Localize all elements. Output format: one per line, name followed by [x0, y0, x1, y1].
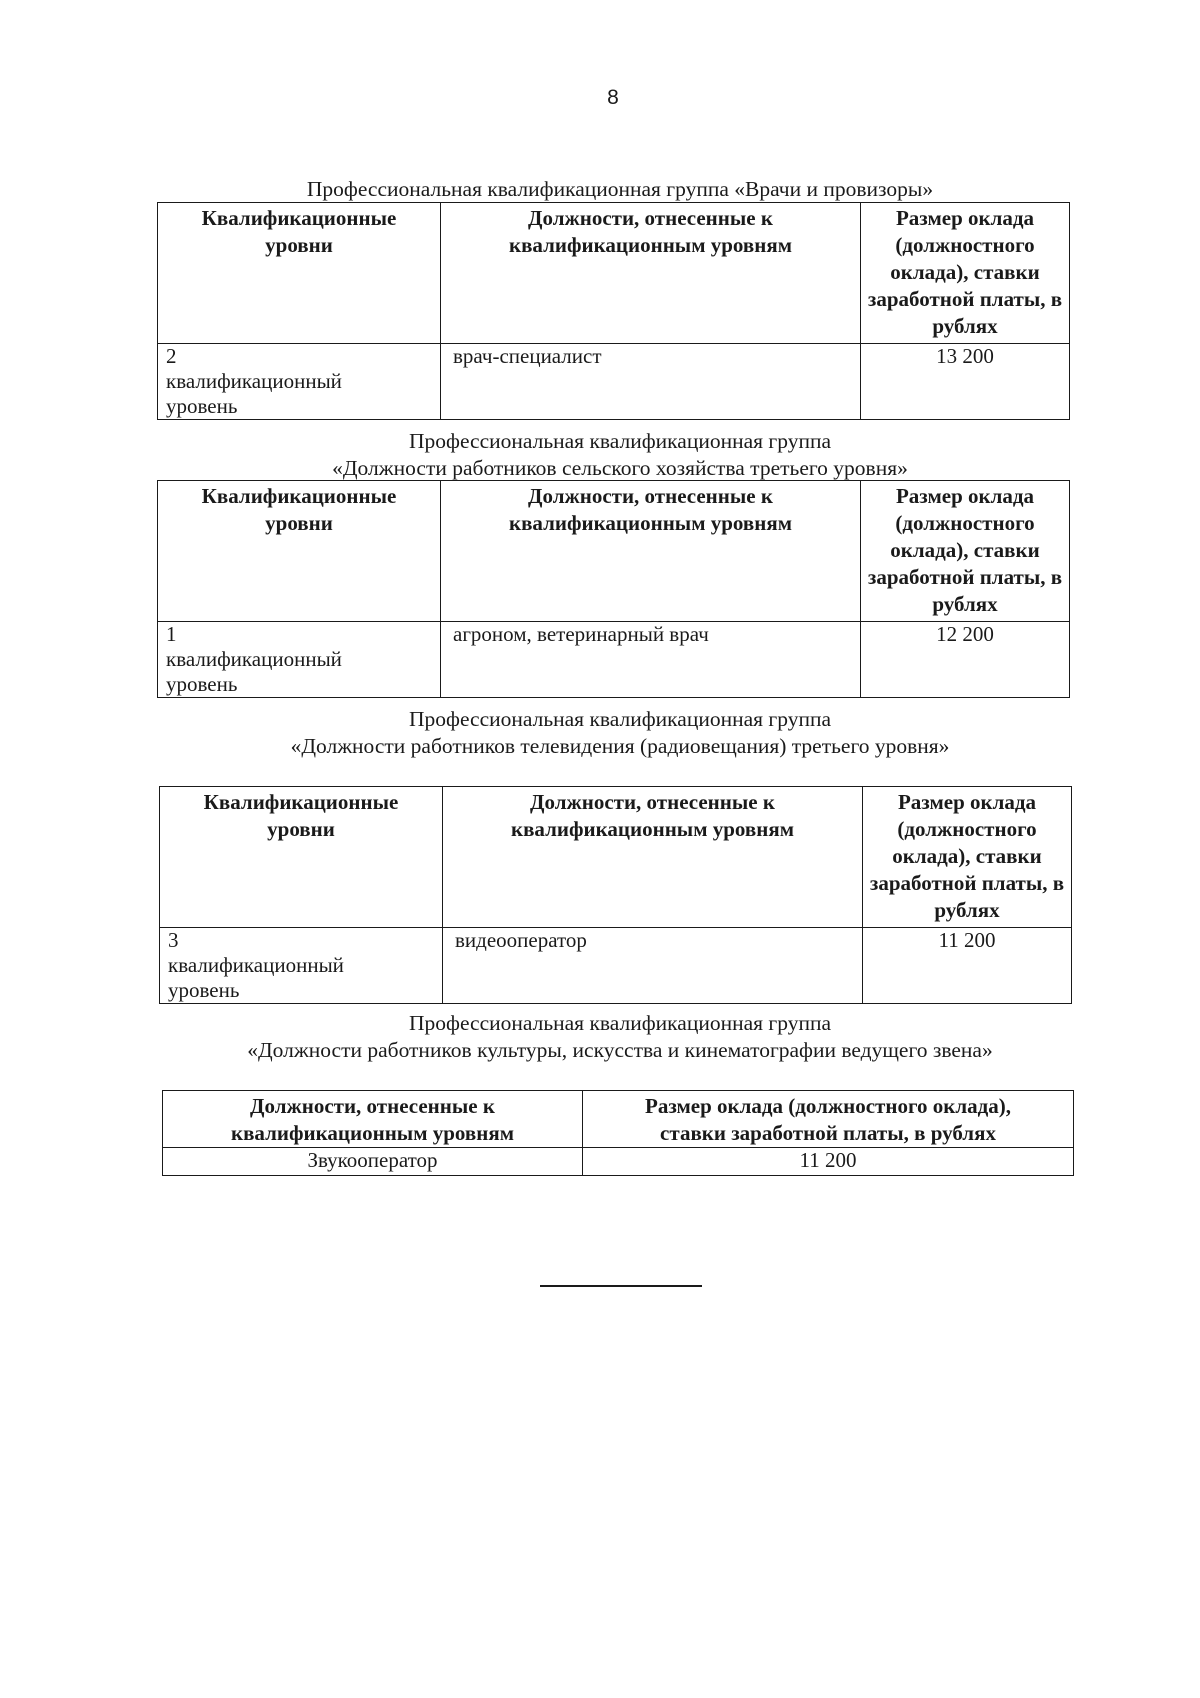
row-position: видеооператор [443, 928, 863, 1004]
group-title-4-line2: «Должности работников культуры, искусства и кинематографии ведущего звена» [247, 1038, 993, 1062]
header-salary: Размер оклада (должностного оклада), ставки заработной платы, в рублях [863, 787, 1072, 928]
header-salary: Размер оклада (должностного оклада), ставки заработной платы, в рублях [861, 203, 1070, 344]
header-positions: Должности, отнесенные к квалификационным уровням [443, 787, 863, 928]
group-table-3 [159, 786, 1072, 1004]
header-positions: Должности, отнесенные к квалификационным уровням [441, 203, 861, 344]
group-table-4 [162, 1090, 1074, 1176]
group-title-4-line1: Профессиональная квалификационная группа [408, 1011, 831, 1035]
row-salary: 11 200 [583, 1148, 1074, 1176]
footer-rule [540, 1285, 702, 1287]
group-table-1 [157, 202, 1070, 420]
row-salary: 11 200 [863, 928, 1072, 1004]
group-title-2 [160, 428, 1080, 482]
header-positions: Должности, отнесенные к квалификационным уровням [163, 1091, 583, 1148]
row-position: Звукооператор [163, 1148, 583, 1176]
header-levels: Квалификационные уровни [158, 481, 441, 622]
header-levels: Квалификационные уровни [160, 787, 443, 928]
header-positions: Должности, отнесенные к квалификационным уровням [441, 481, 861, 622]
row-position: агроном, ветеринарный врач [441, 622, 861, 698]
header-salary: Размер оклада (должностного оклада), ставки заработной платы, в рублях [583, 1091, 1074, 1148]
row-level: 1 квалификационный уровень [158, 622, 441, 698]
group-title-1-line1: Профессиональная квалификационная группа «Врачи и провизоры» [306, 177, 934, 201]
row-salary: 12 200 [861, 622, 1070, 698]
header-levels: Квалификационные уровни [158, 203, 441, 344]
group-title-2-line1: Профессиональная квалификационная группа [408, 429, 831, 453]
header-salary: Размер оклада (должностного оклада), ставки заработной платы, в рублях [861, 481, 1070, 622]
group-title-1 [160, 176, 1080, 203]
group-title-3-line2: «Должности работников телевидения (радиовещания) третьего уровня» [290, 734, 950, 758]
group-title-3-line1: Профессиональная квалификационная группа [408, 707, 831, 731]
group-table-2 [157, 480, 1070, 698]
row-level: 3 квалификационный уровень [160, 928, 443, 1004]
group-title-4 [160, 1010, 1080, 1064]
row-salary: 13 200 [861, 344, 1070, 420]
row-position: врач-специалист [441, 344, 861, 420]
page-number: 8 [607, 86, 619, 109]
group-title-3 [160, 706, 1080, 760]
row-level: 2 квалификационный уровень [158, 344, 441, 420]
group-title-2-line2: «Должности работников сельского хозяйства третьего уровня» [332, 456, 908, 480]
